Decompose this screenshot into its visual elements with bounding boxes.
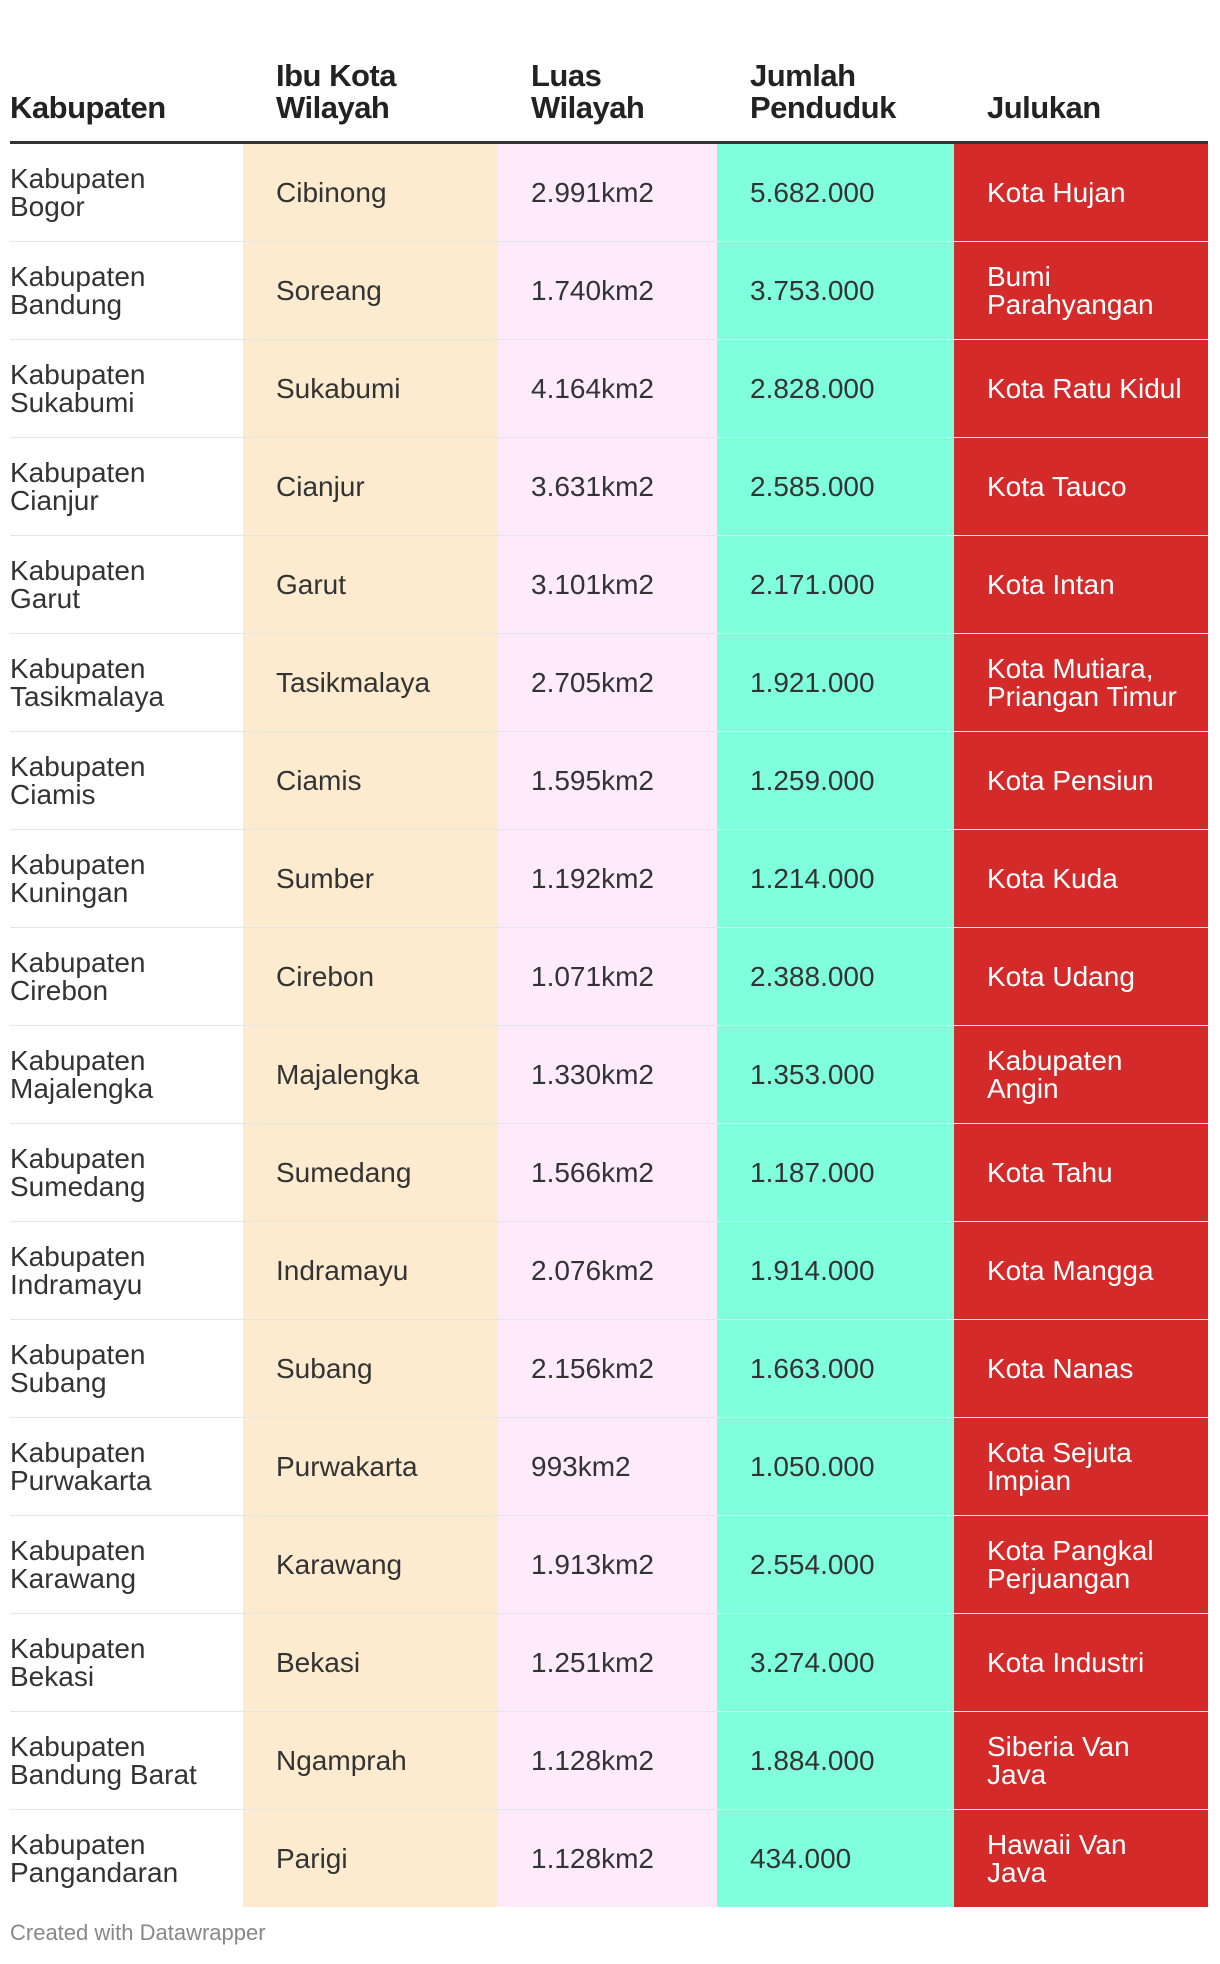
cell-julukan (954, 1810, 1208, 1908)
cell-text: Kota Tauco (987, 470, 1127, 502)
cell-jumlah-penduduk (717, 340, 954, 438)
cell-jumlah-penduduk (717, 143, 954, 242)
cell-text: 434.000 (750, 1842, 852, 1874)
cell-julukan (954, 340, 1208, 438)
cell-ibu-kota-wilayah (243, 1614, 498, 1712)
cell-jumlah-penduduk (717, 242, 954, 340)
cell-text: Ngamprah (276, 1744, 407, 1776)
cell-ibu-kota-wilayah (243, 928, 498, 1026)
cell-text: 3.631km2 (531, 470, 654, 502)
cell-jumlah-penduduk (717, 634, 954, 732)
cell-text: 1.330km2 (531, 1058, 654, 1090)
cell-luas-wilayah (498, 1222, 717, 1320)
cell-ibu-kota-wilayah (243, 1124, 498, 1222)
cell-ibu-kota-wilayah (243, 1418, 498, 1516)
cell-text: Subang (276, 1352, 373, 1384)
cell-julukan (954, 1418, 1208, 1516)
table-row (10, 1124, 1208, 1222)
cell-ibu-kota-wilayah (243, 1222, 498, 1320)
cell-jumlah-penduduk (717, 830, 954, 928)
cell-jumlah-penduduk (717, 1418, 954, 1516)
cell-kabupaten (10, 830, 243, 928)
cell-text: Garut (276, 568, 347, 600)
cell-kabupaten (10, 1418, 243, 1516)
cell-text: 1.921.000 (750, 666, 875, 698)
cell-text: 1.259.000 (750, 764, 875, 796)
cell-julukan (954, 1712, 1208, 1810)
cell-text: 2.156km2 (531, 1352, 654, 1384)
cell-text: Kabupaten Garut (10, 554, 146, 614)
column-header-line: Ibu Kota (276, 58, 396, 93)
cell-kabupaten (10, 438, 243, 536)
cell-kabupaten (10, 536, 243, 634)
cell-jumlah-penduduk (717, 1712, 954, 1810)
cell-ibu-kota-wilayah (243, 1320, 498, 1418)
column-header-line: Jumlah (750, 58, 856, 93)
column-header-line: Julukan (987, 90, 1101, 125)
cell-julukan (954, 830, 1208, 928)
cell-text: Sukabumi (276, 372, 401, 404)
cell-luas-wilayah (498, 143, 717, 242)
cell-julukan (954, 1026, 1208, 1124)
cell-luas-wilayah (498, 1614, 717, 1712)
cell-text: Cibinong (276, 176, 387, 208)
cell-text: Kabupaten Cianjur (10, 456, 146, 516)
cell-ibu-kota-wilayah (243, 1712, 498, 1810)
table-row (10, 1026, 1208, 1124)
table-row (10, 1418, 1208, 1516)
cell-text: 993km2 (531, 1450, 631, 1482)
cell-kabupaten (10, 1614, 243, 1712)
cell-ibu-kota-wilayah (243, 536, 498, 634)
cell-text: Kota Udang (987, 960, 1135, 992)
cell-text: Sumedang (276, 1156, 412, 1188)
cell-text: 1.050.000 (750, 1450, 875, 1482)
cell-ibu-kota-wilayah (243, 242, 498, 340)
column-header-line: Luas (531, 58, 602, 93)
cell-text: Sumber (276, 862, 375, 894)
cell-text: Kabupaten Tasikmalaya (10, 652, 165, 712)
cell-text: Cirebon (276, 960, 375, 992)
cell-luas-wilayah (498, 830, 717, 928)
cell-ibu-kota-wilayah (243, 732, 498, 830)
cell-jumlah-penduduk (717, 1614, 954, 1712)
table-row (10, 634, 1208, 732)
cell-text: 1.128km2 (531, 1842, 654, 1874)
cell-ibu-kota-wilayah (243, 143, 498, 242)
cell-kabupaten (10, 1712, 243, 1810)
cell-text: 2.705km2 (531, 666, 654, 698)
cell-jumlah-penduduk (717, 928, 954, 1026)
table-row (10, 1516, 1208, 1614)
cell-text: 3.274.000 (750, 1646, 875, 1678)
cell-text: Kota Intan (987, 568, 1115, 600)
cell-luas-wilayah (498, 732, 717, 830)
table-row (10, 143, 1208, 242)
cell-text: Kabupaten Majalengka (10, 1044, 154, 1104)
cell-luas-wilayah (498, 1810, 717, 1908)
table-row (10, 1614, 1208, 1712)
cell-luas-wilayah (498, 1124, 717, 1222)
cell-julukan (954, 438, 1208, 536)
cell-text: 1.914.000 (750, 1254, 875, 1286)
table-row (10, 340, 1208, 438)
cell-text: Kabupaten Bandung (10, 260, 146, 320)
table-row (10, 928, 1208, 1026)
cell-jumlah-penduduk (717, 438, 954, 536)
cell-julukan (954, 1124, 1208, 1222)
column-header-line: Wilayah (531, 90, 645, 125)
cell-luas-wilayah (498, 438, 717, 536)
cell-text: Kabupaten Bogor (10, 162, 146, 222)
cell-text: Kota Tahu (987, 1156, 1113, 1188)
cell-text: Kabupaten Sukabumi (10, 358, 146, 418)
cell-text: Parigi (276, 1842, 348, 1874)
cell-text: 1.663.000 (750, 1352, 875, 1384)
cell-julukan (954, 143, 1208, 242)
cell-text: 1.913km2 (531, 1548, 654, 1580)
cell-text: 2.076km2 (531, 1254, 654, 1286)
column-header-line: Wilayah (276, 90, 390, 125)
cell-ibu-kota-wilayah (243, 340, 498, 438)
cell-jumlah-penduduk (717, 1516, 954, 1614)
cell-text: Kabupaten Angin (987, 1044, 1123, 1104)
cell-jumlah-penduduk (717, 732, 954, 830)
cell-text: 1.566km2 (531, 1156, 654, 1188)
cell-text: 1.353.000 (750, 1058, 875, 1090)
cell-text: Kabupaten Ciamis (10, 750, 146, 810)
cell-jumlah-penduduk (717, 536, 954, 634)
cell-text: Ciamis (276, 764, 362, 796)
cell-ibu-kota-wilayah (243, 1516, 498, 1614)
column-header-luas-wilayah (498, 0, 717, 143)
datawrapper-credit: Created with Datawrapper (10, 1920, 266, 1945)
cell-kabupaten (10, 1320, 243, 1418)
table-row (10, 438, 1208, 536)
cell-text: Kabupaten Bekasi (10, 1632, 146, 1692)
table-row (10, 1320, 1208, 1418)
cell-ibu-kota-wilayah (243, 634, 498, 732)
cell-kabupaten (10, 1810, 243, 1908)
cell-kabupaten (10, 340, 243, 438)
column-header-ibu-kota-wilayah (243, 0, 498, 143)
cell-text: Bekasi (276, 1646, 361, 1678)
cell-text: 1.251km2 (531, 1646, 654, 1678)
cell-text: Tasikmalaya (276, 666, 431, 698)
cell-text: 1.128km2 (531, 1744, 654, 1776)
cell-text: 1.214.000 (750, 862, 875, 894)
cell-text: Hawaii Van Java (987, 1828, 1127, 1888)
cell-text: 1.187.000 (750, 1156, 875, 1188)
cell-text: Kota Industri (987, 1646, 1145, 1678)
cell-luas-wilayah (498, 1418, 717, 1516)
cell-text: 2.828.000 (750, 372, 875, 404)
table-row (10, 1222, 1208, 1320)
cell-text: Kabupaten Indramayu (10, 1240, 146, 1300)
cell-text: Kabupaten Sumedang (10, 1142, 146, 1202)
cell-text: 2.991km2 (531, 176, 654, 208)
cell-ibu-kota-wilayah (243, 830, 498, 928)
cell-text: Siberia Van Java (987, 1730, 1130, 1790)
cell-jumlah-penduduk (717, 1222, 954, 1320)
cell-ibu-kota-wilayah (243, 1026, 498, 1124)
cell-julukan (954, 536, 1208, 634)
column-header-kabupaten (10, 0, 243, 143)
cell-julukan (954, 1320, 1208, 1418)
cell-luas-wilayah (498, 1026, 717, 1124)
cell-text: 1.071km2 (531, 960, 654, 992)
cell-text: Kabupaten Cirebon (10, 946, 146, 1006)
cell-text: Kabupaten Bandung Barat (10, 1730, 197, 1790)
cell-julukan (954, 1516, 1208, 1614)
table-row (10, 732, 1208, 830)
cell-kabupaten (10, 242, 243, 340)
cell-text: Kabupaten Pangandaran (10, 1828, 179, 1888)
cell-text: Kota Ratu Kidul (987, 372, 1182, 404)
cell-kabupaten (10, 1222, 243, 1320)
cell-kabupaten (10, 1124, 243, 1222)
table-header (10, 0, 1208, 143)
cell-kabupaten (10, 634, 243, 732)
cell-text: 3.101km2 (531, 568, 654, 600)
cell-text: Kota Pensiun (987, 764, 1154, 796)
cell-jumlah-penduduk (717, 1026, 954, 1124)
cell-text: 3.753.000 (750, 274, 875, 306)
data-table (10, 0, 1208, 1907)
column-header-julukan (954, 0, 1208, 143)
cell-jumlah-penduduk (717, 1810, 954, 1908)
cell-text: Kota Pangkal Perjuangan (987, 1534, 1154, 1594)
cell-text: Kabupaten Subang (10, 1338, 146, 1398)
cell-text: 4.164km2 (531, 372, 654, 404)
cell-kabupaten (10, 732, 243, 830)
cell-kabupaten (10, 143, 243, 242)
cell-text: Kota Mangga (987, 1254, 1154, 1286)
cell-text: Soreang (276, 274, 382, 306)
cell-text: 5.682.000 (750, 176, 875, 208)
cell-jumlah-penduduk (717, 1124, 954, 1222)
cell-luas-wilayah (498, 340, 717, 438)
cell-kabupaten (10, 928, 243, 1026)
cell-text: Majalengka (276, 1058, 420, 1090)
cell-text: 1.192km2 (531, 862, 654, 894)
cell-julukan (954, 242, 1208, 340)
cell-text: 2.388.000 (750, 960, 875, 992)
table-row (10, 830, 1208, 928)
cell-kabupaten (10, 1516, 243, 1614)
cell-kabupaten (10, 1026, 243, 1124)
cell-julukan (954, 732, 1208, 830)
cell-text: Kota Mutiara, Priangan Timur (987, 652, 1177, 712)
cell-jumlah-penduduk (717, 1320, 954, 1418)
header-row (10, 0, 1208, 143)
cell-text: Bumi Parahyangan (987, 260, 1154, 320)
cell-text: Kota Sejuta Impian (987, 1436, 1132, 1496)
cell-text: Indramayu (276, 1254, 409, 1286)
cell-luas-wilayah (498, 536, 717, 634)
cell-text: 1.884.000 (750, 1744, 875, 1776)
cell-text: Kota Kuda (987, 862, 1118, 894)
cell-julukan (954, 1614, 1208, 1712)
cell-text: 2.585.000 (750, 470, 875, 502)
table-row (10, 1810, 1208, 1908)
cell-text: Kabupaten Karawang (10, 1534, 146, 1594)
cell-text: 2.554.000 (750, 1548, 875, 1580)
cell-ibu-kota-wilayah (243, 1810, 498, 1908)
cell-text: 2.171.000 (750, 568, 875, 600)
table-body (10, 143, 1208, 1908)
cell-luas-wilayah (498, 1320, 717, 1418)
table-row (10, 1712, 1208, 1810)
cell-text: Kota Hujan (987, 176, 1126, 208)
cell-julukan (954, 1222, 1208, 1320)
cell-text: Kabupaten Kuningan (10, 848, 146, 908)
column-header-line: Kabupaten (10, 90, 166, 125)
cell-julukan (954, 928, 1208, 1026)
data-table-container (10, 0, 1208, 1907)
cell-luas-wilayah (498, 242, 717, 340)
cell-text: Purwakarta (276, 1450, 418, 1482)
cell-julukan (954, 634, 1208, 732)
cell-text: Karawang (276, 1548, 403, 1580)
table-row (10, 242, 1208, 340)
cell-text: 1.595km2 (531, 764, 654, 796)
cell-luas-wilayah (498, 1712, 717, 1810)
cell-text: 1.740km2 (531, 274, 654, 306)
cell-luas-wilayah (498, 634, 717, 732)
column-header-line: Penduduk (750, 90, 896, 125)
cell-text: Kabupaten Purwakarta (10, 1436, 152, 1496)
cell-ibu-kota-wilayah (243, 438, 498, 536)
cell-luas-wilayah (498, 928, 717, 1026)
cell-text: Cianjur (276, 470, 365, 502)
table-row (10, 536, 1208, 634)
column-header-jumlah-penduduk (717, 0, 954, 143)
cell-luas-wilayah (498, 1516, 717, 1614)
cell-text: Kota Nanas (987, 1352, 1134, 1384)
